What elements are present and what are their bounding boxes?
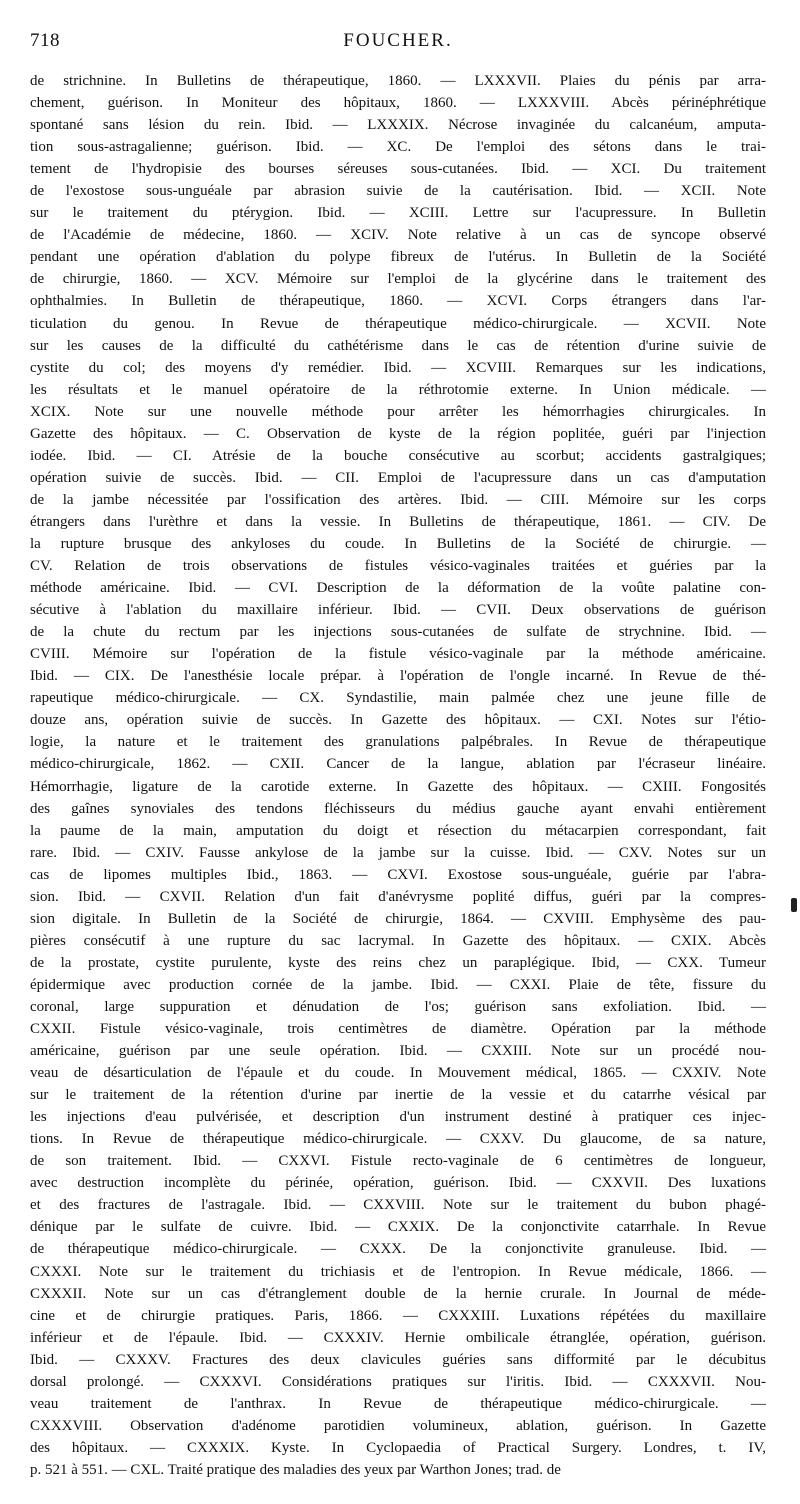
text-line: coronal, large suppuration et dénudation de l'os; guérison sans exfoliation. Ibid. — — [30, 998, 766, 1015]
text-line: sécutive à l'ablation du maxillaire inférieur. Ibid. — CVII. Deux observations de guérison — [30, 602, 766, 619]
text-line: CXXII. Fistule vésico-vaginale, trois centimètres de diamètre. Opération par la méthode — [30, 1021, 766, 1038]
text-line: CXXXI. Note sur le traitement du trichiasis et de l'entropion. In Revue médicale, 1866. — — [30, 1263, 766, 1280]
page-number: 718 — [30, 30, 60, 51]
running-head: FOUCHER. — [343, 30, 453, 51]
text-line: rapeutique médico-chirurgicale. — CX. Syndastilie, main palmée chez une jeune fille de — [30, 690, 766, 707]
bibliography-text — [30, 70, 766, 1481]
text-line: de thérapeutique médico-chirurgicale. — CXXX. De la conjonctivite granuleuse. Ibid. — — [30, 1241, 766, 1258]
text-line: sion. Ibid. — CXVII. Relation d'un fait d'anévrysme poplité diffus, guéri par la compres- — [30, 888, 766, 905]
text-line: pendant une opération d'ablation du polype fibreux de l'utérus. In Bulletin de la Société — [30, 249, 766, 266]
text-line: épidermique avec production cornée de la jambe. Ibid. — CXXI. Plaie de tête, fissure du — [30, 976, 766, 993]
text-line: méthode américaine. Ibid. — CVI. Description de la déformation de la voûte palatine con- — [30, 580, 766, 597]
text-line: médico-chirurgicale, 1862. — CXII. Cancer de la langue, ablation par l'écraseur linéaire. — [30, 756, 766, 773]
text-line: des hôpitaux. — CXXXIX. Kyste. In Cyclopaedia of Practical Surgery. Londres, t. IV, — [30, 1439, 766, 1456]
text-line: sion digitale. In Bulletin de la Société de chirurgie, 1864. — CXVIII. Emphysème des pau- — [30, 910, 766, 927]
page-header — [30, 30, 766, 58]
text-line: de son traitement. Ibid. — CXXVI. Fistule recto-vaginale de 6 centimètres de longueur, — [30, 1153, 766, 1170]
text-line: douze ans, opération suivie de succès. In Gazette des hôpitaux. — CXI. Notes sur l'étio- — [30, 712, 766, 729]
margin-mark — [791, 898, 797, 912]
text-line: dorsal prolongé. — CXXXVI. Considérations pratiques sur l'iritis. Ibid. — CXXXVII. Nou- — [30, 1373, 766, 1390]
text-line: chement, guérison. In Moniteur des hôpitaux, 1860. — LXXXVIII. Abcès périnéphrétique — [30, 95, 766, 112]
text-line: de l'Académie de médecine, 1860. — XCIV. Note relative à un cas de syncope observé — [30, 227, 766, 244]
text-line: CXXXII. Note sur un cas d'étranglement double de la hernie crurale. In Journal de méde- — [30, 1285, 766, 1302]
text-line: pières consécutif à une rupture du sac lacrymal. In Gazette des hôpitaux. — CXIX. Abcès — [30, 932, 766, 949]
text-line: ophthalmies. In Bulletin de thérapeutique, 1860. — XCVI. Corps étrangers dans l'ar- — [30, 293, 766, 310]
text-line: de la chute du rectum par les injections sous-cutanées de sulfate de strychnine. Ibid. — — [30, 624, 766, 641]
text-line: étrangers dans l'urèthre et dans la vessie. In Bulletins de thérapeutique, 1861. — CIV. De — [30, 513, 766, 530]
text-line: ticulation du genou. In Revue de thérapeutique médico-chirurgicale. — XCVII. Note — [30, 315, 766, 332]
book-page — [30, 30, 766, 1481]
text-line: la paume de la main, amputation du doigt et résection du métacarpien correspondant, fait — [30, 822, 766, 839]
text-line: la rupture brusque des ankyloses du coude. In Bulletins de la Société de chirurgie. — — [30, 535, 766, 552]
text-line: iodée. Ibid. — CI. Atrésie de la bouche consécutive au scorbut; accidents gastralgiques; — [30, 447, 766, 464]
text-line: les injections d'eau pulvérisée, et description d'un instrument destiné à pratiquer ces injec- — [30, 1109, 766, 1126]
text-line: dénique par le sulfate de cuivre. Ibid. — CXXIX. De la conjonctivite catarrhale. In Revue — [30, 1219, 766, 1236]
text-line: Ibid. — CXXXV. Fractures des deux clavicules guéries sans difformité par le décubitus — [30, 1351, 766, 1368]
text-line: rare. Ibid. — CXIV. Fausse ankylose de la jambe sur la cuisse. Ibid. — CXV. Notes sur un — [30, 844, 766, 861]
text-line: cine et de chirurgie pratiques. Paris, 1866. — CXXXIII. Luxations répétées du maxillaire — [30, 1307, 766, 1324]
text-line: de la jambe nécessitée par l'ossification des artères. Ibid. — CIII. Mémoire sur les corps — [30, 491, 766, 508]
text-line: américaine, guérison par une seule opération. Ibid. — CXXIII. Note sur un procédé nou- — [30, 1043, 766, 1060]
text-line: les résultats et le manuel opératoire de la réthrotomie externe. In Union médicale. — — [30, 381, 766, 398]
text-line: de l'exostose sous-unguéale par abrasion suivie de la cautérisation. Ibid. — XCII. Note — [30, 183, 766, 200]
text-line: inférieur et de l'épaule. Ibid. — CXXXIV. Hernie ombilicale étranglée, opération, guérison. — [30, 1329, 766, 1346]
text-line: cystite du col; des moyens d'y remédier. Ibid. — XCVIII. Remarques sur les indications, — [30, 359, 766, 376]
text-line: Ibid. — CIX. De l'anesthésie locale prépar. à l'opération de l'ongle incarné. In Revue de thé- — [30, 668, 766, 685]
text-line: CXXXVIII. Observation d'adénome parotidien volumineux, ablation, guérison. In Gazette — [30, 1417, 766, 1434]
text-line: Hémorrhagie, ligature de la carotide externe. In Gazette des hôpitaux. — CXIII. Fongosités — [30, 778, 766, 795]
text-line: XCIX. Note sur une nouvelle méthode pour arrêter les hémorrhagies chirurgicales. In — [30, 403, 766, 420]
text-line: tement de l'hydropisie des bourses séreuses sous-cutanées. Ibid. — XCI. Du traitement — [30, 161, 766, 178]
text-line: avec destruction incomplète du périnée, opération, guérison. Ibid. — CXXVII. Des luxations — [30, 1175, 766, 1192]
text-line: p. 521 à 551. — CXL. Traité pratique des maladies des yeux par Warthon Jones; trad. de — [30, 1461, 561, 1478]
text-line: tions. In Revue de thérapeutique médico-chirurgicale. — CXXV. Du glaucome, de sa nature, — [30, 1131, 766, 1148]
text-line: Gazette des hôpitaux. — C. Observation de kyste de la région poplitée, guéri par l'injection — [30, 425, 766, 442]
text-line: de la prostate, cystite purulente, kyste des reins chez un paraplégique. Ibid, — CXX. Tumeur — [30, 954, 766, 971]
text-line: cas de lipomes multiples Ibid., 1863. — CXVI. Exostose sous-unguéale, guérie par l'abra- — [30, 866, 766, 883]
text-line: spontané sans lésion du rein. Ibid. — LXXXIX. Nécrose invaginée du calcanéum, amputa- — [30, 117, 766, 134]
text-line: de strichnine. In Bulletins de thérapeutique, 1860. — LXXXVII. Plaies du pénis par arra- — [30, 73, 766, 89]
text-line: opération suivie de succès. Ibid. — CII. Emploi de l'acupressure dans un cas d'amputation — [30, 469, 766, 486]
text-line: sur le traitement du ptérygion. Ibid. — XCIII. Lettre sur l'acupressure. In Bulletin — [30, 205, 766, 222]
text-line: logie, la nature et le traitement des granulations palpébrales. In Revue de thérapeutique — [30, 734, 766, 751]
text-line: veau traitement de l'anthrax. In Revue de thérapeutique médico-chirurgicale. — — [30, 1395, 766, 1412]
text-line: veau de désarticulation de l'épaule et du coude. In Mouvement médical, 1865. — CXXIV. Note — [30, 1065, 766, 1082]
text-line: CV. Relation de trois observations de fistules vésico-vaginales traitées et guéries par la — [30, 558, 766, 575]
text-line: et des fractures de l'astragale. Ibid. — CXXVIII. Note sur le traitement du bubon phagé- — [30, 1197, 766, 1214]
text-line: sur les causes de la difficulté du cathétérisme dans le cas de rétention d'urine suivie de — [30, 337, 766, 354]
text-line: tion sous-astragalienne; guérison. Ibid. — XC. De l'emploi des sétons dans le trai- — [30, 139, 766, 156]
text-line: CVIII. Mémoire sur l'opération de la fistule vésico-vaginale par la méthode américaine. — [30, 646, 766, 663]
text-line: des gaînes synoviales des tendons fléchisseurs du médius gauche ayant envahi entièrement — [30, 800, 766, 817]
text-line: sur le traitement de la rétention d'urine par inertie de la vessie et du catarrhe vésical par — [30, 1087, 766, 1104]
text-line: de chirurgie, 1860. — XCV. Mémoire sur l'emploi de la glycérine dans le traitement des — [30, 271, 766, 288]
